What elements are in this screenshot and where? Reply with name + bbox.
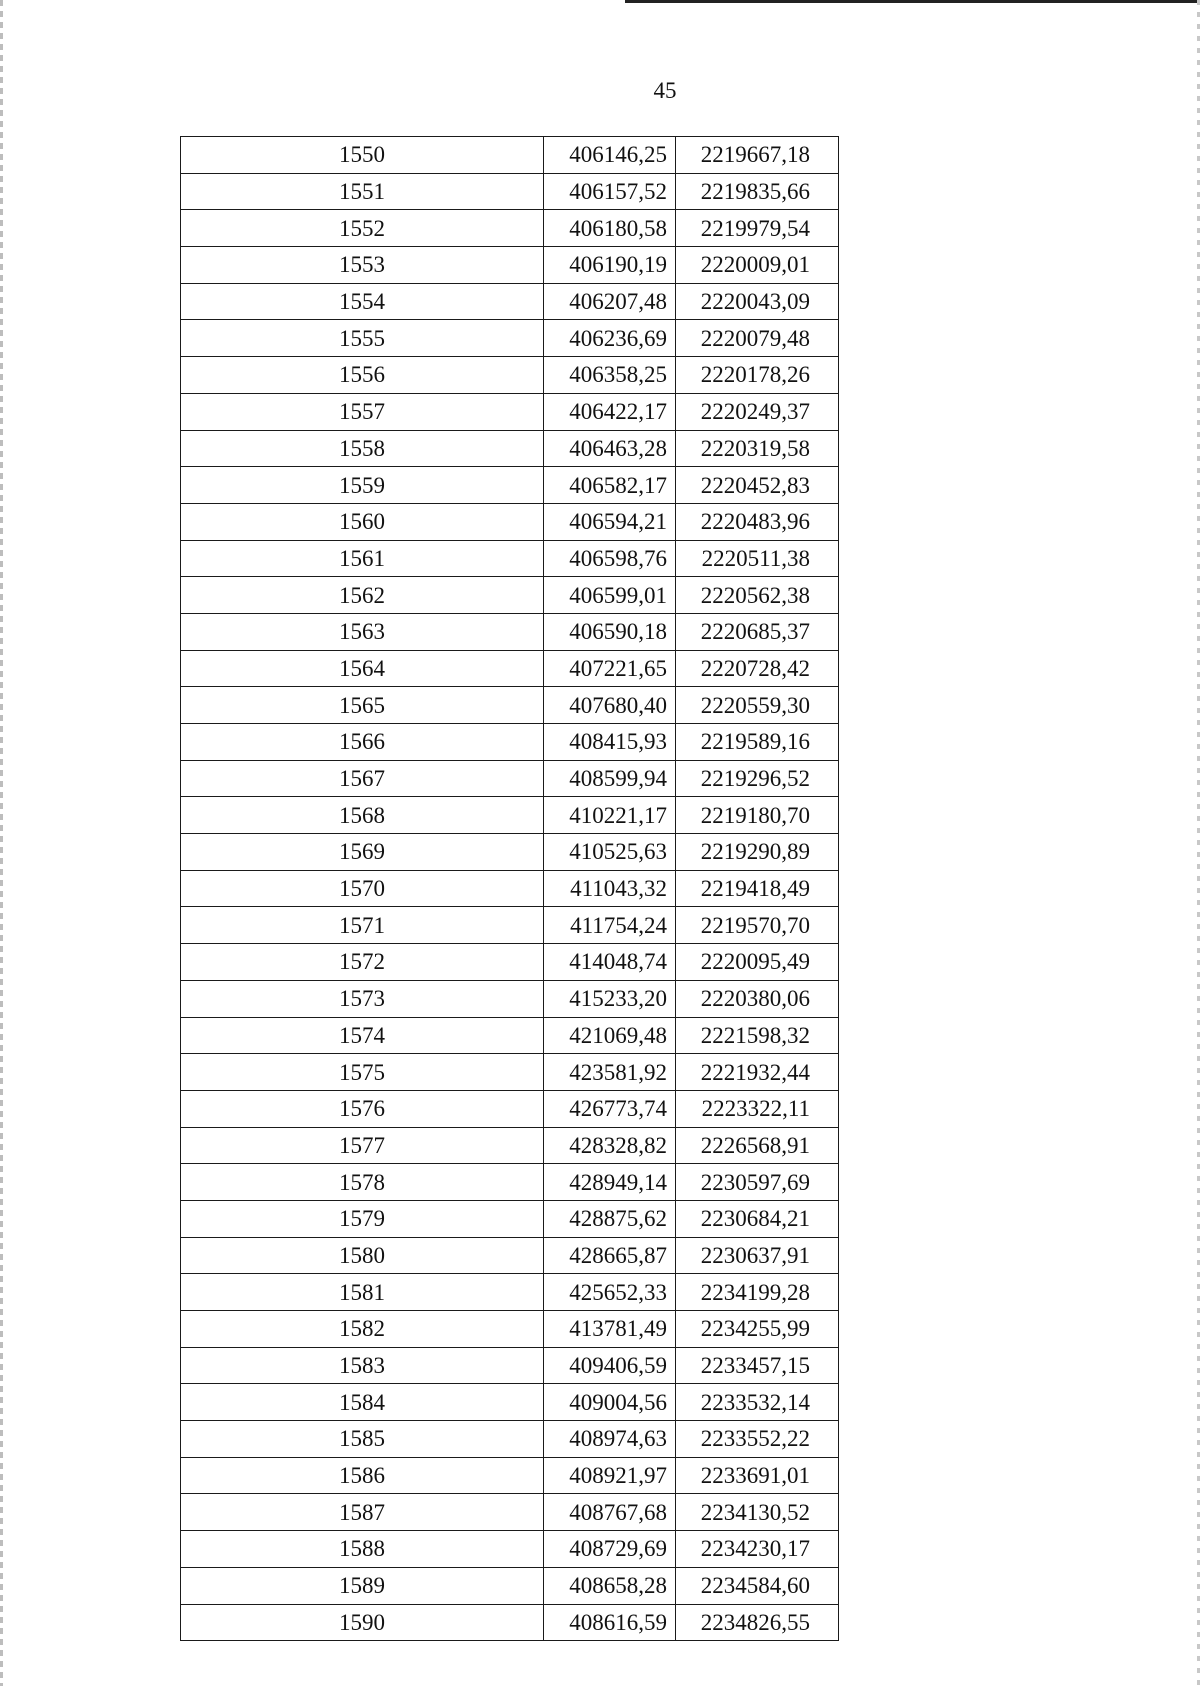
point-number-cell: 1553 [181, 247, 544, 284]
y-coordinate-cell: 2220728,42 [676, 650, 839, 687]
y-coordinate-cell: 2234255,99 [676, 1311, 839, 1348]
x-coordinate-cell: 406236,69 [544, 320, 676, 357]
x-coordinate-cell: 408415,93 [544, 724, 676, 761]
table-row [181, 393, 839, 430]
point-number-cell: 1552 [181, 210, 544, 247]
point-number-cell: 1572 [181, 944, 544, 981]
table-row [181, 760, 839, 797]
table-row [181, 1311, 839, 1348]
y-coordinate-cell: 2219667,18 [676, 137, 839, 174]
point-number-cell: 1576 [181, 1090, 544, 1127]
x-coordinate-cell: 408599,94 [544, 760, 676, 797]
y-coordinate-cell: 2219589,16 [676, 724, 839, 761]
point-number-cell: 1584 [181, 1384, 544, 1421]
table-row [181, 1494, 839, 1531]
table-row [181, 1384, 839, 1421]
point-number-cell: 1570 [181, 870, 544, 907]
point-number-cell: 1573 [181, 980, 544, 1017]
point-number-cell: 1551 [181, 173, 544, 210]
point-number-cell: 1558 [181, 430, 544, 467]
y-coordinate-cell: 2234584,60 [676, 1567, 839, 1604]
point-number-cell: 1577 [181, 1127, 544, 1164]
table-row [181, 1567, 839, 1604]
y-coordinate-cell: 2219290,89 [676, 834, 839, 871]
y-coordinate-cell: 2223322,11 [676, 1090, 839, 1127]
y-coordinate-cell: 2234230,17 [676, 1531, 839, 1568]
y-coordinate-cell: 2219418,49 [676, 870, 839, 907]
table-row [181, 1017, 839, 1054]
point-number-cell: 1590 [181, 1604, 544, 1641]
x-coordinate-cell: 428328,82 [544, 1127, 676, 1164]
y-coordinate-cell: 2230637,91 [676, 1237, 839, 1274]
y-coordinate-cell: 2234826,55 [676, 1604, 839, 1641]
x-coordinate-cell: 407680,40 [544, 687, 676, 724]
point-number-cell: 1585 [181, 1421, 544, 1458]
point-number-cell: 1578 [181, 1164, 544, 1201]
y-coordinate-cell: 2221932,44 [676, 1054, 839, 1091]
table-row [181, 1127, 839, 1164]
x-coordinate-cell: 414048,74 [544, 944, 676, 981]
table-row [181, 1421, 839, 1458]
y-coordinate-cell: 2220562,38 [676, 577, 839, 614]
y-coordinate-cell: 2220178,26 [676, 357, 839, 394]
point-number-cell: 1555 [181, 320, 544, 357]
x-coordinate-cell: 406422,17 [544, 393, 676, 430]
y-coordinate-cell: 2220483,96 [676, 503, 839, 540]
point-number-cell: 1579 [181, 1200, 544, 1237]
point-number-cell: 1581 [181, 1274, 544, 1311]
table-row [181, 980, 839, 1017]
coordinates-table [180, 136, 839, 1641]
y-coordinate-cell: 2220095,49 [676, 944, 839, 981]
table-row [181, 797, 839, 834]
point-number-cell: 1588 [181, 1531, 544, 1568]
point-number-cell: 1587 [181, 1494, 544, 1531]
x-coordinate-cell: 423581,92 [544, 1054, 676, 1091]
y-coordinate-cell: 2220043,09 [676, 283, 839, 320]
x-coordinate-cell: 406582,17 [544, 467, 676, 504]
x-coordinate-cell: 411043,32 [544, 870, 676, 907]
y-coordinate-cell: 2233691,01 [676, 1457, 839, 1494]
table-row [181, 247, 839, 284]
y-coordinate-cell: 2220079,48 [676, 320, 839, 357]
point-number-cell: 1589 [181, 1567, 544, 1604]
table-row [181, 320, 839, 357]
y-coordinate-cell: 2233552,22 [676, 1421, 839, 1458]
table-row [181, 137, 839, 174]
table-row [181, 467, 839, 504]
x-coordinate-cell: 406190,19 [544, 247, 676, 284]
point-number-cell: 1562 [181, 577, 544, 614]
point-number-cell: 1559 [181, 467, 544, 504]
scan-left-edge [0, 0, 3, 1686]
x-coordinate-cell: 406146,25 [544, 137, 676, 174]
point-number-cell: 1550 [181, 137, 544, 174]
table-row [181, 540, 839, 577]
point-number-cell: 1567 [181, 760, 544, 797]
x-coordinate-cell: 410221,17 [544, 797, 676, 834]
x-coordinate-cell: 408729,69 [544, 1531, 676, 1568]
y-coordinate-cell: 2220511,38 [676, 540, 839, 577]
x-coordinate-cell: 409406,59 [544, 1347, 676, 1384]
point-number-cell: 1569 [181, 834, 544, 871]
table-row [181, 1347, 839, 1384]
y-coordinate-cell: 2220452,83 [676, 467, 839, 504]
point-number-cell: 1563 [181, 613, 544, 650]
point-number-cell: 1568 [181, 797, 544, 834]
point-number-cell: 1586 [181, 1457, 544, 1494]
point-number-cell: 1566 [181, 724, 544, 761]
y-coordinate-cell: 2220009,01 [676, 247, 839, 284]
top-border-line [625, 0, 1200, 3]
table-row [181, 687, 839, 724]
point-number-cell: 1575 [181, 1054, 544, 1091]
y-coordinate-cell: 2220249,37 [676, 393, 839, 430]
point-number-cell: 1565 [181, 687, 544, 724]
table-row [181, 944, 839, 981]
x-coordinate-cell: 406358,25 [544, 357, 676, 394]
y-coordinate-cell: 2230597,69 [676, 1164, 839, 1201]
x-coordinate-cell: 428665,87 [544, 1237, 676, 1274]
table-row [181, 210, 839, 247]
x-coordinate-cell: 406157,52 [544, 173, 676, 210]
table-row [181, 1604, 839, 1641]
y-coordinate-cell: 2233532,14 [676, 1384, 839, 1421]
y-coordinate-cell: 2233457,15 [676, 1347, 839, 1384]
y-coordinate-cell: 2230684,21 [676, 1200, 839, 1237]
table-row [181, 577, 839, 614]
point-number-cell: 1583 [181, 1347, 544, 1384]
x-coordinate-cell: 406599,01 [544, 577, 676, 614]
point-number-cell: 1556 [181, 357, 544, 394]
table-row [181, 1200, 839, 1237]
table-row [181, 357, 839, 394]
x-coordinate-cell: 408974,63 [544, 1421, 676, 1458]
x-coordinate-cell: 408921,97 [544, 1457, 676, 1494]
table-row [181, 650, 839, 687]
point-number-cell: 1564 [181, 650, 544, 687]
x-coordinate-cell: 428875,62 [544, 1200, 676, 1237]
x-coordinate-cell: 413781,49 [544, 1311, 676, 1348]
x-coordinate-cell: 406207,48 [544, 283, 676, 320]
table-row [181, 1054, 839, 1091]
table-row [181, 173, 839, 210]
table-row [181, 834, 839, 871]
x-coordinate-cell: 406590,18 [544, 613, 676, 650]
x-coordinate-cell: 411754,24 [544, 907, 676, 944]
point-number-cell: 1560 [181, 503, 544, 540]
x-coordinate-cell: 426773,74 [544, 1090, 676, 1127]
x-coordinate-cell: 408658,28 [544, 1567, 676, 1604]
x-coordinate-cell: 406598,76 [544, 540, 676, 577]
y-coordinate-cell: 2219570,70 [676, 907, 839, 944]
y-coordinate-cell: 2219296,52 [676, 760, 839, 797]
table-row [181, 907, 839, 944]
x-coordinate-cell: 409004,56 [544, 1384, 676, 1421]
table-row [181, 1164, 839, 1201]
y-coordinate-cell: 2219835,66 [676, 173, 839, 210]
table-row [181, 1237, 839, 1274]
point-number-cell: 1557 [181, 393, 544, 430]
y-coordinate-cell: 2220559,30 [676, 687, 839, 724]
table-row [181, 1274, 839, 1311]
x-coordinate-cell: 408767,68 [544, 1494, 676, 1531]
point-number-cell: 1571 [181, 907, 544, 944]
point-number-cell: 1561 [181, 540, 544, 577]
y-coordinate-cell: 2234130,52 [676, 1494, 839, 1531]
table-row [181, 1090, 839, 1127]
table-row [181, 613, 839, 650]
y-coordinate-cell: 2220685,37 [676, 613, 839, 650]
x-coordinate-cell: 428949,14 [544, 1164, 676, 1201]
point-number-cell: 1582 [181, 1311, 544, 1348]
coordinates-table-body [181, 137, 839, 1641]
y-coordinate-cell: 2234199,28 [676, 1274, 839, 1311]
x-coordinate-cell: 408616,59 [544, 1604, 676, 1641]
x-coordinate-cell: 410525,63 [544, 834, 676, 871]
x-coordinate-cell: 406180,58 [544, 210, 676, 247]
y-coordinate-cell: 2220319,58 [676, 430, 839, 467]
y-coordinate-cell: 2219180,70 [676, 797, 839, 834]
point-number-cell: 1574 [181, 1017, 544, 1054]
y-coordinate-cell: 2226568,91 [676, 1127, 839, 1164]
table-row [181, 724, 839, 761]
table-row [181, 1531, 839, 1568]
x-coordinate-cell: 406594,21 [544, 503, 676, 540]
x-coordinate-cell: 425652,33 [544, 1274, 676, 1311]
y-coordinate-cell: 2221598,32 [676, 1017, 839, 1054]
x-coordinate-cell: 415233,20 [544, 980, 676, 1017]
point-number-cell: 1580 [181, 1237, 544, 1274]
table-row [181, 870, 839, 907]
x-coordinate-cell: 406463,28 [544, 430, 676, 467]
table-row [181, 1457, 839, 1494]
x-coordinate-cell: 421069,48 [544, 1017, 676, 1054]
page-number: 45 [653, 78, 677, 103]
y-coordinate-cell: 2220380,06 [676, 980, 839, 1017]
table-row [181, 283, 839, 320]
y-coordinate-cell: 2219979,54 [676, 210, 839, 247]
point-number-cell: 1554 [181, 283, 544, 320]
table-row [181, 430, 839, 467]
table-row [181, 503, 839, 540]
x-coordinate-cell: 407221,65 [544, 650, 676, 687]
